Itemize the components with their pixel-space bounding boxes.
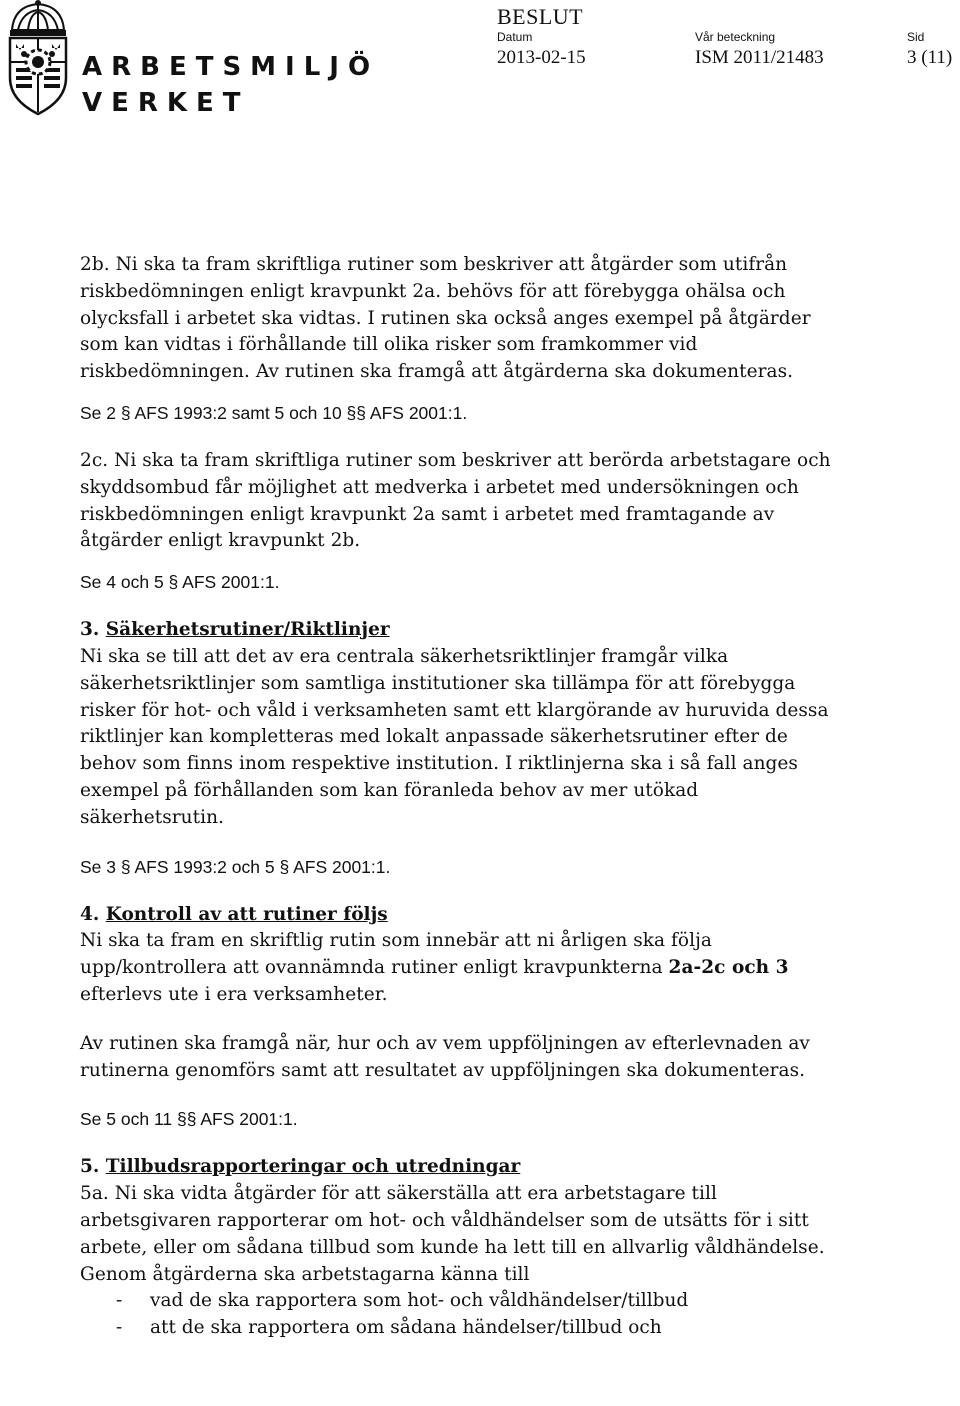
logo-wordmark-line1: ARBETSMILJÖ	[82, 52, 380, 82]
logo-wordmark-line2: VERKET	[82, 88, 250, 118]
bullet-list	[80, 1288, 840, 1342]
section-title: Tillbudsrapporteringar och utredningar	[105, 1156, 521, 1178]
document-type: BESLUT	[497, 4, 584, 29]
date-value: 2013-02-15	[497, 47, 586, 68]
list-item-text: att de ska rapportera om sådana händelser/tillbud och	[150, 1317, 662, 1339]
reference-4: Se 5 och 11 §§ AFS 2001:1.	[80, 1109, 298, 1130]
paragraph-4-emphasis: 2a-2c och 3	[668, 957, 789, 979]
list-item-text: vad de ska rapportera som hot- och våldhändelser/tillbud	[150, 1290, 689, 1312]
paragraph-2c: 2c. Ni ska ta fram skriftliga rutiner som beskriver att berörda arbetstagare och skyddsombud får möjlighet att medverka i arbetet med undersökningen och riskbedömningen enligt kravpunkt 2a samt i arbetet med framtagande av åtgärder enligt kravpunkt 2b.	[80, 449, 831, 552]
paragraph-3: Ni ska se till att det av era centrala säkerhetsriktlinjer framgår vilka säkerhetsriktlinjer som samtliga institutioner ska tillämpa för att förebygga risker för hot- och våld i verksamheten samt ett klargörande av huruvida dessa riktlinjer kan kompletteras med lokalt anpassade säkerhetsrutiner efter de behov som finns inom respektive institution. I riktlinjerna ska i så fall anges exempel på förhållanden som kan föranleda behov av mer utökad säkerhetsrutin.	[80, 645, 829, 828]
paragraph-4-followup: Av rutinen ska framgå när, hur och av vem uppföljningen av efterlevnaden av rutinerna genomförs samt att resultatet av uppföljningen ska dokumenteras.	[80, 1032, 810, 1081]
date-label: Datum	[497, 30, 533, 44]
section-number: 5.	[80, 1156, 100, 1178]
paragraph-4-text-b: efterlevs ute i era verksamheter.	[80, 983, 388, 1005]
page-label: Sid	[907, 30, 925, 44]
section-heading-3	[80, 617, 840, 644]
list-item	[80, 1288, 840, 1315]
reference-2c: Se 4 och 5 § AFS 2001:1.	[80, 572, 280, 593]
reference-value: ISM 2011/21483	[695, 47, 824, 68]
reference-3: Se 3 § AFS 1993:2 och 5 § AFS 2001:1.	[80, 856, 391, 877]
section-heading-4	[80, 902, 840, 929]
paragraph-4-text-a: Ni ska ta fram en skriftlig rutin som innebär att ni årligen ska följa upp/kontrollera att ovannämnda rutiner enligt kravpunkterna	[80, 930, 712, 979]
paragraph-4	[80, 928, 840, 1008]
dash-marker: -	[116, 1317, 123, 1339]
reference-label: Vår beteckning	[695, 30, 776, 44]
section-heading-5	[80, 1154, 840, 1181]
section-title: Säkerhetsrutiner/Riktlinjer	[105, 619, 390, 641]
agency-logo	[0, 0, 380, 125]
crown-crest-icon	[2, 0, 74, 120]
section-number: 4.	[80, 903, 100, 925]
section-title: Kontroll av att rutiner följs	[105, 903, 388, 925]
document-body	[80, 252, 840, 1342]
section-number: 3.	[80, 619, 100, 641]
list-item	[80, 1315, 840, 1342]
paragraph-2b: 2b. Ni ska ta fram skriftliga rutiner som beskriver att åtgärder som utifrån riskbedömningen enligt kravpunkt 2a. behövs för att förebygga ohälsa och olycksfall i arbetet ska vidtas. I rutinen ska också anges exempel på åtgärder som kan vidtas i förhållande till olika risker som framkommer vid riskbedömningen. Av rutinen ska framgå att åtgärderna ska dokumenteras.	[80, 254, 811, 383]
dash-marker: -	[116, 1290, 123, 1312]
page-number: 3 (11)	[907, 47, 953, 68]
reference-2b: Se 2 § AFS 1993:2 samt 5 och 10 §§ AFS 2001:1.	[80, 402, 468, 423]
paragraph-5a: 5a. Ni ska vidta åtgärder för att säkerställa att era arbetstagare till arbetsgivaren rapporterar om hot- och våldhändelser som de utsätts för i sitt arbete, eller om sådana tillbud som kunde ha lett till en allvarlig våldhändelse. Genom åtgärderna ska arbetstagarna känna till	[80, 1183, 825, 1285]
